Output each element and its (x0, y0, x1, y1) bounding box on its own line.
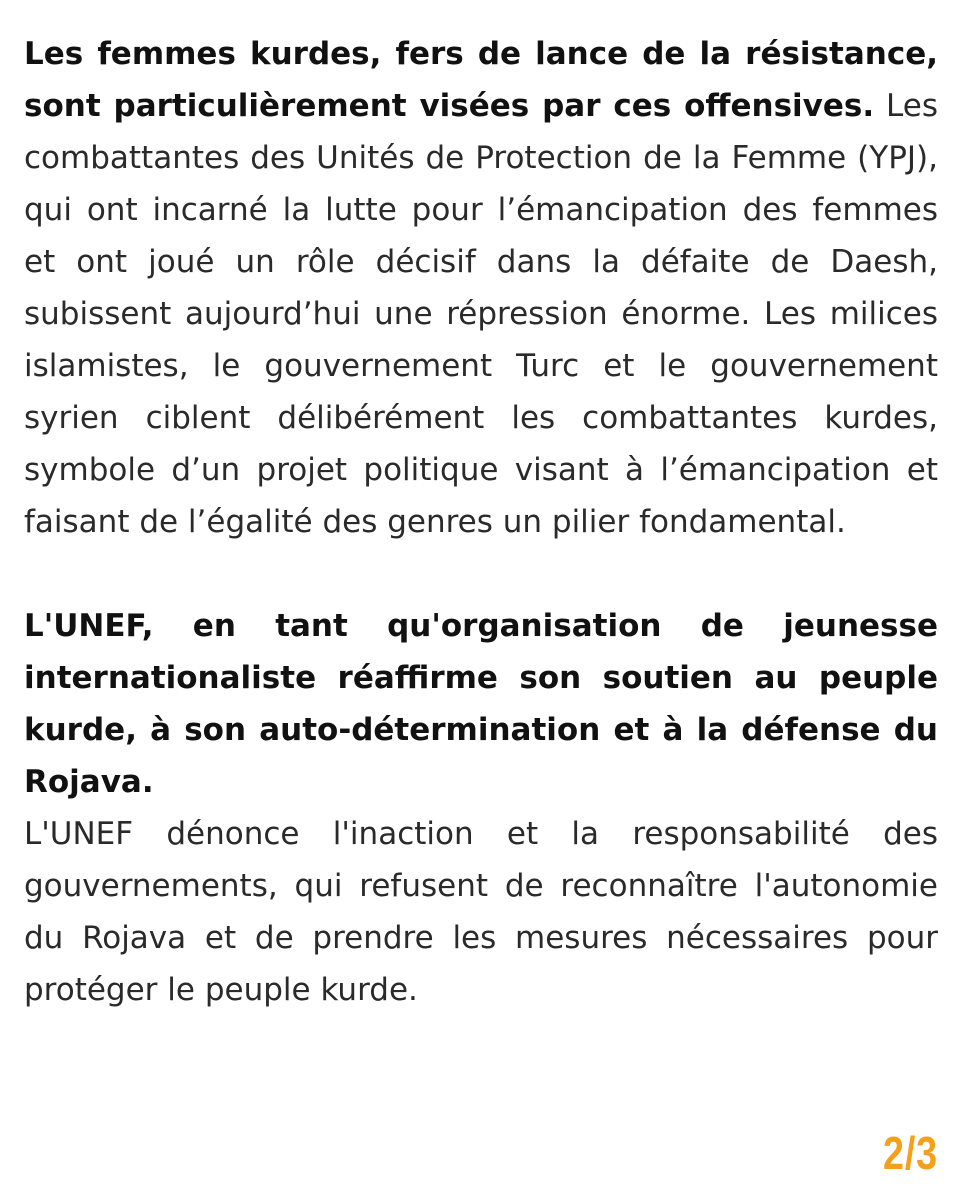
paragraph-spacer (24, 548, 938, 600)
paragraph-ypj-body: Les combattantes des Unités de Protection de la Femme (YPJ), qui ont incarné la lutte pour l’émancipation des femmes et ont joué un rôle décisif dans la défaite de Daesh, subissent aujourd’hui une répression énorme. Les milices islamistes, le gouvernement Turc et le gouvernement syrien ciblent délibérément les combattantes kurdes, symbole d’un projet politique visant à l’émancipation et faisant de l’égalité des genres un pilier fondamental. (24, 88, 938, 540)
paragraph-ypj (24, 28, 938, 548)
page-indicator: 2/3 (883, 1127, 938, 1179)
paragraph-unef-body: L'UNEF dénonce l'inaction et la responsabilité des gouvernements, qui refusent de reconnaître l'autonomie du Rojava et de prendre les mesures nécessaires pour protéger le peuple kurde. (24, 816, 938, 1008)
paragraph-ypj-lead: Les femmes kurdes, fers de lance de la résistance, sont particulièrement visées par ces offensives. (24, 36, 938, 124)
paragraph-unef-statement: L'UNEF, en tant qu'organisation de jeunesse internationaliste réaffirme son soutien au peuple kurde, à son auto-détermination et à la défense du Rojava. (24, 608, 938, 800)
article-body (24, 28, 938, 1016)
